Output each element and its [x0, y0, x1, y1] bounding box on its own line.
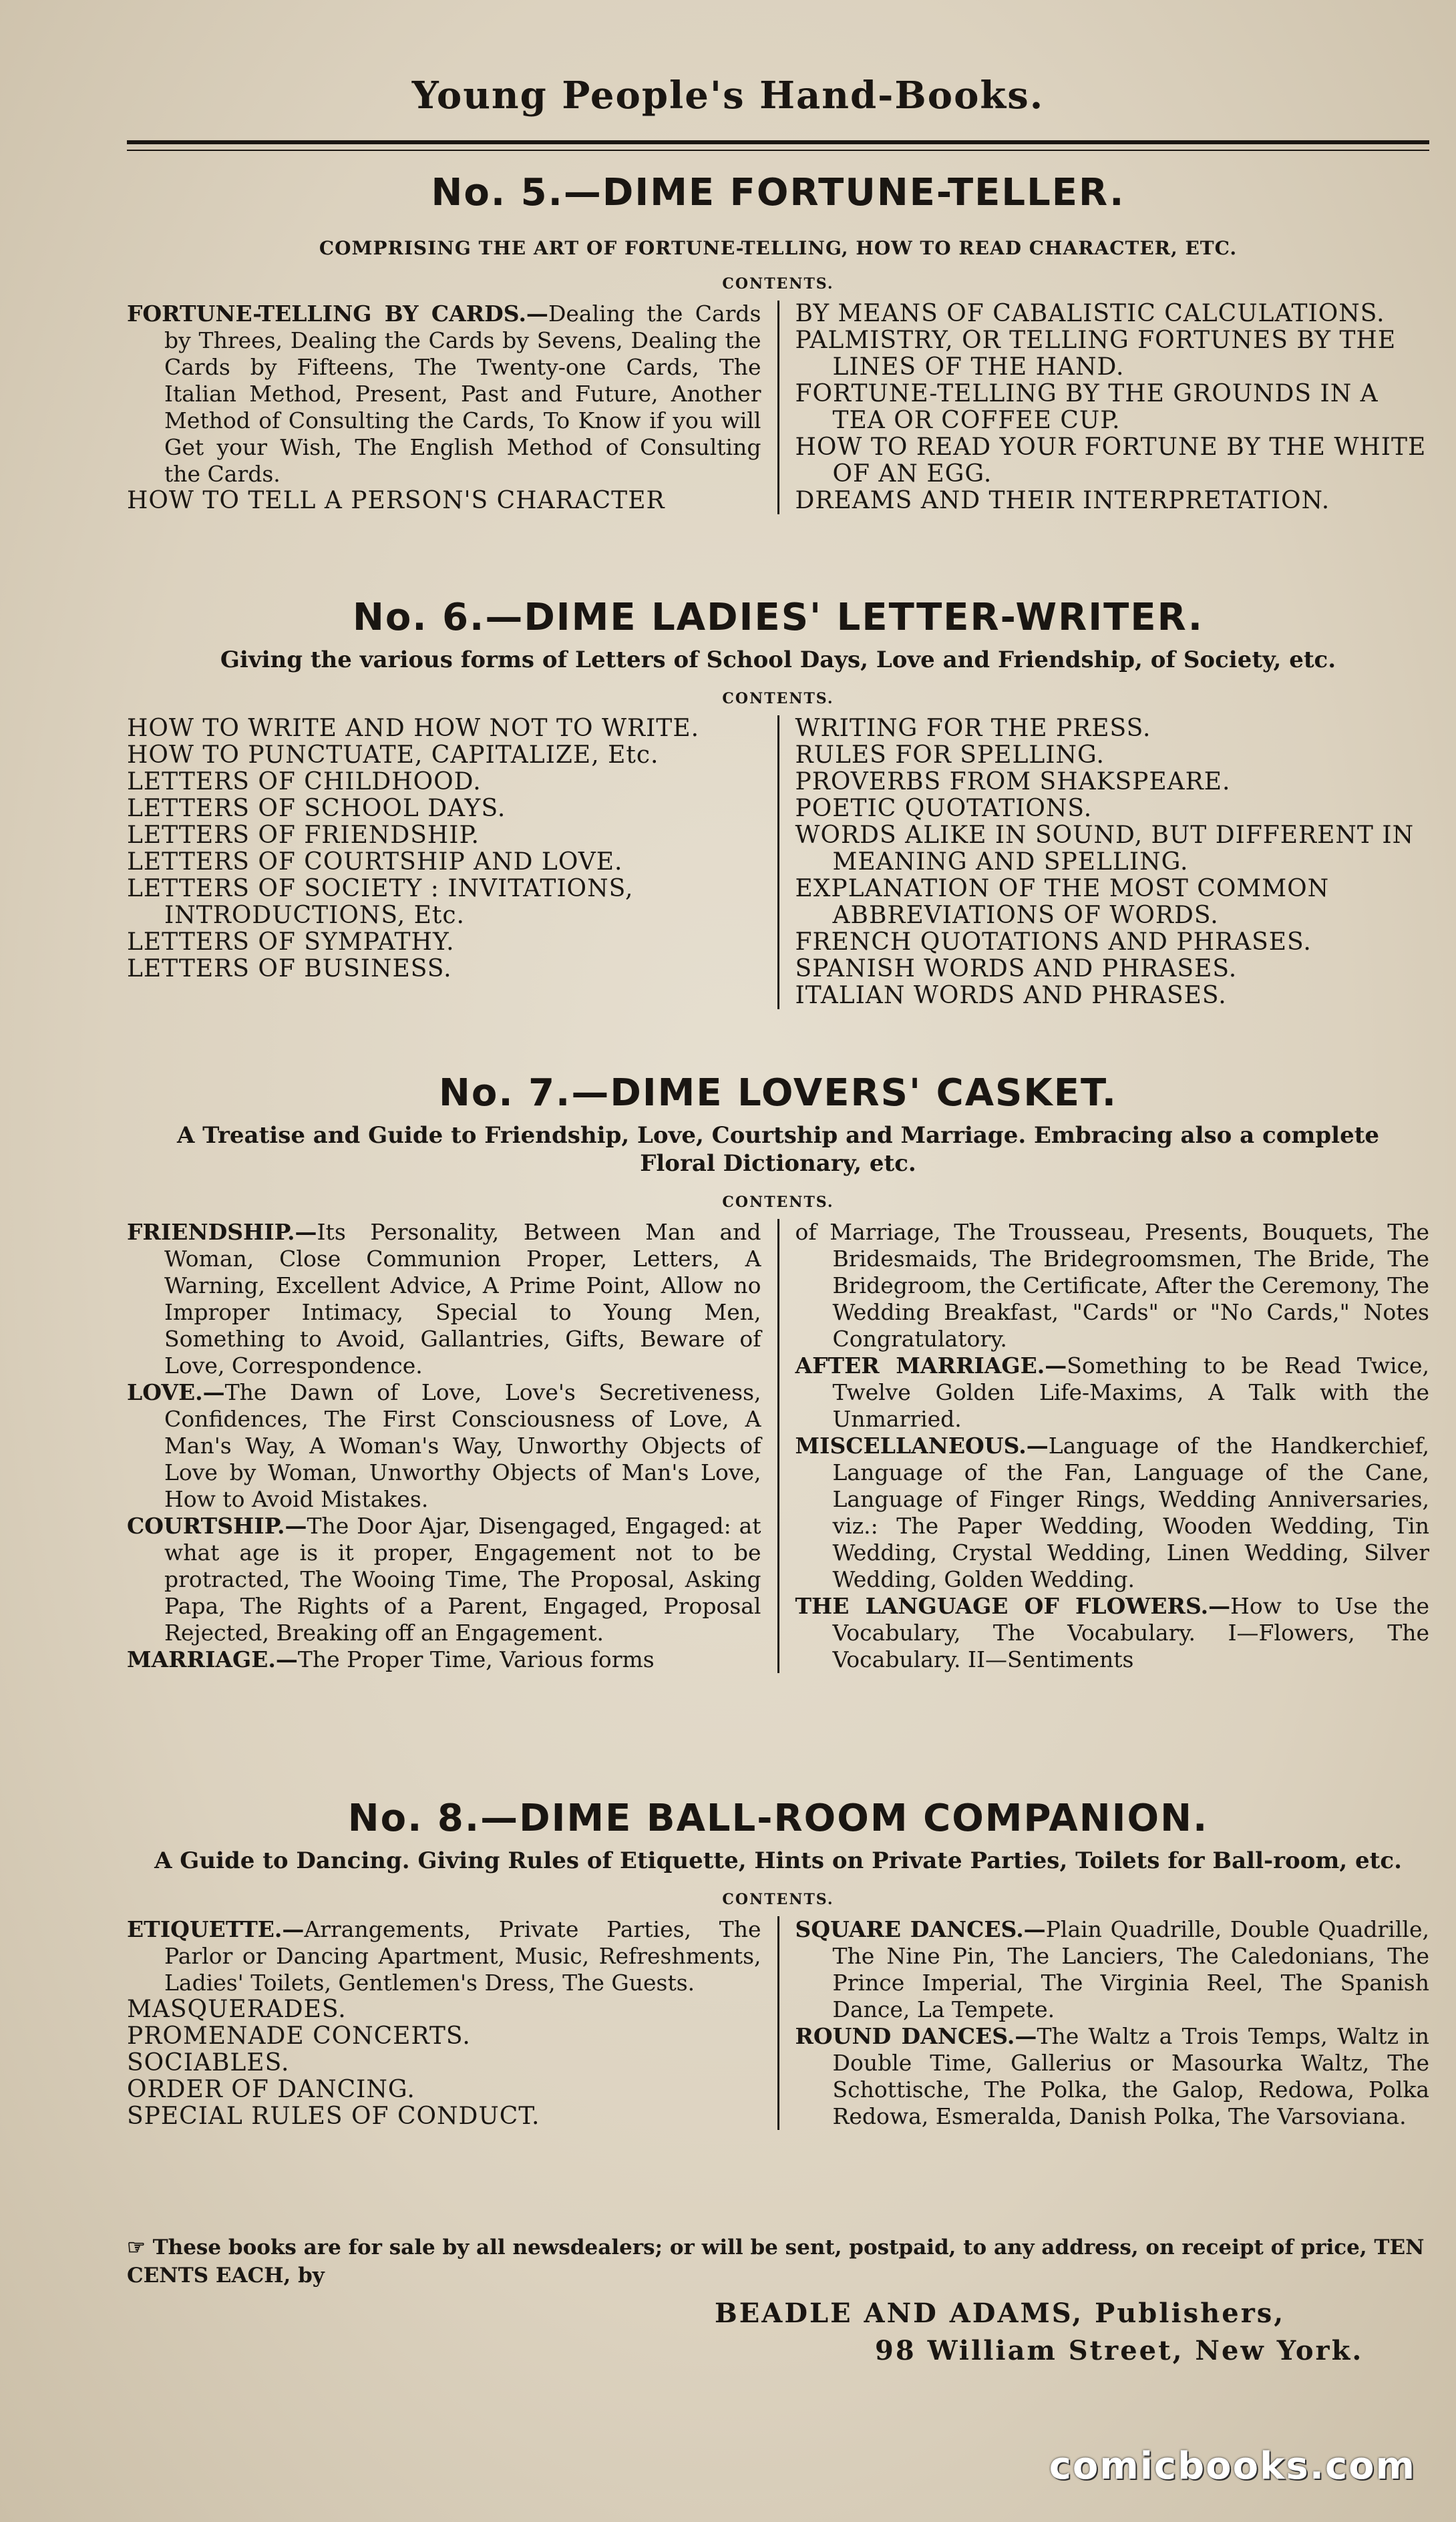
contents-entry: SPANISH WORDS AND PHRASES. — [795, 955, 1238, 982]
section-description: A Treatise and Guide to Friendship, Love, Courtship and Marriage. Embracing also a complete Floral Dictionary, etc. — [176, 1122, 1380, 1177]
contents-entry: SOCIABLES. — [127, 2049, 290, 2077]
contents-entry: LETTERS OF CHILDHOOD. — [127, 768, 482, 795]
contents-entry — [127, 1513, 761, 1646]
entry-heading: FORTUNE-TELLING BY CARDS.— — [127, 301, 548, 327]
contents-entry: PROMENADE CONCERTS. — [127, 2022, 471, 2050]
contents-entry — [795, 1433, 1430, 1593]
contents-left-column — [127, 1219, 779, 1673]
contents-entry — [127, 1916, 761, 1996]
contents-entry: LETTERS OF COURTSHIP AND LOVE. — [127, 848, 623, 876]
entry-heading: AFTER MARRIAGE.— — [795, 1353, 1067, 1379]
section-ball-room-companion — [127, 1797, 1429, 2130]
footer-note — [127, 2233, 1429, 2290]
section-title: No. 6.—DIME LADIES' LETTER-WRITER. — [352, 596, 1204, 639]
header-rule — [127, 140, 1429, 151]
contents-columns — [127, 715, 1429, 1009]
section-subtitle: COMPRISING THE ART OF FORTUNE-TELLING, HOW TO READ CHARACTER, ETC. — [319, 237, 1238, 259]
contents-entry: LETTERS OF SYMPATHY. — [127, 928, 455, 956]
contents-entry: HOW TO READ YOUR FORTUNE BY THE WHITE OF AN EGG. — [795, 433, 1427, 488]
contents-entry — [795, 2023, 1430, 2130]
contents-entry: RULES FOR SPELLING. — [795, 741, 1105, 769]
publisher-address: 98 William Street, New York. — [875, 2335, 1364, 2366]
entry-heading: SQUARE DANCES.— — [795, 1916, 1046, 1942]
contents-label: CONTENTS. — [722, 1194, 834, 1211]
contents-left-column — [127, 715, 779, 1009]
contents-entry: LETTERS OF SCHOOL DAYS. — [127, 795, 506, 822]
contents-entry: PROVERBS FROM SHAKSPEARE. — [795, 768, 1231, 795]
entry-heading: MISCELLANEOUS.— — [795, 1433, 1049, 1459]
contents-entry — [795, 1593, 1430, 1673]
contents-entry — [127, 1646, 761, 1673]
contents-entry — [795, 1353, 1430, 1433]
contents-columns — [127, 301, 1429, 514]
contents-entry: ITALIAN WORDS AND PHRASES. — [795, 982, 1227, 1009]
contents-entry: SPECIAL RULES OF CONDUCT. — [127, 2103, 540, 2130]
contents-left-column — [127, 301, 779, 514]
contents-entry — [795, 1916, 1430, 2023]
contents-entry: LETTERS OF SOCIETY : INVITATIONS, INTRODUCTIONS, Etc. — [127, 875, 634, 929]
section-fortune-teller — [127, 171, 1429, 514]
entry-text: Arrangements, Private Parties, The Parlor or Dancing Apartment, Music, Refreshments, Ladies' Toilets, Gentlemen's Dress, The Guests. — [164, 1916, 761, 1996]
contents-label: CONTENTS. — [722, 1891, 834, 1908]
section-lovers-casket — [127, 1071, 1429, 1673]
entry-heading: FRIENDSHIP.— — [127, 1219, 317, 1245]
contents-entry: MASQUERADES. — [127, 1996, 347, 2023]
entry-text: Language of the Handkerchief, Language of the Fan, Language of the Cane, Language of Finger Rings, Wedding Anniversaries, viz.: The Paper Wedding, Wooden Wedding, Tin Wedding, Crystal Wedding, Linen Wedding, Silver Wedding, Golden Wedding. — [832, 1433, 1429, 1592]
contents-entry — [127, 1379, 761, 1513]
section-title: No. 7.—DIME LOVERS' CASKET. — [438, 1071, 1117, 1115]
contents-entry: DREAMS AND THEIR INTERPRETATION. — [795, 487, 1330, 514]
entry-text: Its Personality, Between Man and Woman, Close Communion Proper, Letters, A Warning, Excellent Advice, A Prime Point, Allow no Improper Intimacy, Special to Young Men, Something to Avoid, Gallantries, Gifts, Beware of Love, Correspondence. — [164, 1219, 761, 1379]
entry-text: How to Use the Vocabulary, The Vocabulary. I—Flowers, The Vocabulary. II—Sentiments — [832, 1593, 1430, 1672]
section-title: No. 5.—DIME FORTUNE-TELLER. — [431, 171, 1125, 214]
entry-heading: LOVE.— — [127, 1379, 225, 1405]
contents-entry: LETTERS OF BUSINESS. — [127, 955, 452, 982]
entry-text: The Proper Time, Various forms — [297, 1646, 655, 1672]
contents-entry — [127, 1219, 761, 1379]
contents-columns — [127, 1219, 1429, 1673]
contents-label: CONTENTS. — [722, 690, 834, 707]
contents-right-column — [779, 1916, 1430, 2130]
contents-entry — [795, 1219, 1430, 1353]
watermark: comicbooks.com — [1049, 2445, 1416, 2488]
entry-text: Dealing the Cards by Threes, Dealing the Cards by Sevens, Dealing the Cards by Fifteens, The Twenty-one Cards, The Italian Method, Present, Past and Future, Another Method of Consulting the Cards, To Know if you will Get your Wish, The English Method of Consulting the Cards. — [164, 301, 761, 487]
contents-entry: HOW TO PUNCTUATE, CAPITALIZE, Etc. — [127, 741, 659, 769]
contents-entry: HOW TO WRITE AND HOW NOT TO WRITE. — [127, 715, 700, 742]
contents-right-column — [779, 715, 1430, 1009]
contents-entry: EXPLANATION OF THE MOST COMMON ABBREVIATIONS OF WORDS. — [795, 875, 1330, 929]
entry-text: Something to be Read Twice, Twelve Golden Life-Maxims, A Talk with the Unmarried. — [832, 1353, 1429, 1432]
contents-right-column — [779, 301, 1430, 514]
publisher-block — [715, 2295, 1423, 2370]
entry-text: The Waltz a Trois Temps, Waltz in Double Time, Gallerius or Masourka Waltz, The Schottische, The Polka, the Galop, Redowa, Polka Redowa, Esmeralda, Danish Polka, The Varsoviana. — [832, 2023, 1430, 2129]
entry-text: of Marriage, The Trousseau, Presents, Bouquets, The Bridesmaids, The Bridegroomsmen, The Bride, The Bridegroom, the Certificate, After the Ceremony, The Wedding Breakfast, "Cards" or "No Cards," Notes Congratulatory. — [795, 1219, 1429, 1352]
section-description: A Guide to Dancing. Giving Rules of Etiquette, Hints on Private Parties, Toilets for Ball-room, etc. — [154, 1847, 1402, 1874]
entry-text: The Door Ajar, Disengaged, Engaged: at what age is it proper, Engagement not to be protracted, The Wooing Time, The Proposal, Asking Papa, The Rights of a Parent, Engaged, Proposal Rejected, Breaking off an Engagement. — [164, 1513, 761, 1646]
contents-entry: FORTUNE-TELLING BY THE GROUNDS IN A TEA OR COFFEE CUP. — [795, 380, 1379, 434]
section-description: Giving the various forms of Letters of School Days, Love and Friendship, of Society, etc. — [220, 647, 1336, 673]
entry-heading: MARRIAGE.— — [127, 1646, 298, 1672]
contents-entry: WRITING FOR THE PRESS. — [795, 715, 1151, 742]
contents-entry: FRENCH QUOTATIONS AND PHRASES. — [795, 928, 1312, 956]
entry-heading: ETIQUETTE.— — [127, 1916, 305, 1942]
section-letter-writer — [127, 596, 1429, 1009]
contents-columns — [127, 1916, 1429, 2130]
section-title: No. 8.—DIME BALL-ROOM COMPANION. — [347, 1797, 1209, 1840]
contents-entry — [127, 301, 761, 488]
entry-heading: COURTSHIP.— — [127, 1513, 307, 1539]
contents-entry: PALMISTRY, OR TELLING FORTUNES BY THE LINES OF THE HAND. — [795, 327, 1397, 381]
contents-entry: BY MEANS OF CABALISTIC CALCULATIONS. — [795, 300, 1385, 327]
entry-heading: THE LANGUAGE OF FLOWERS.— — [795, 1593, 1231, 1619]
contents-entry: HOW TO TELL A PERSON'S CHARACTER — [127, 487, 665, 514]
contents-entry: POETIC QUOTATIONS. — [795, 795, 1093, 822]
contents-entry: ORDER OF DANCING. — [127, 2076, 415, 2103]
page-header-title: Young People's Hand-Books. — [411, 73, 1045, 118]
pointing-hand-icon: ☞ — [127, 2235, 153, 2260]
entry-text: Plain Quadrille, Double Quadrille, The Nine Pin, The Lanciers, The Caledonians, The Prince Imperial, The Virginia Reel, The Spanish Dance, La Tempete. — [832, 1916, 1429, 2022]
contents-entry: WORDS ALIKE IN SOUND, BUT DIFFERENT IN MEANING AND SPELLING. — [795, 822, 1415, 876]
contents-entry: LETTERS OF FRIENDSHIP. — [127, 822, 480, 849]
entry-text: The Dawn of Love, Love's Secretiveness, Confidences, The First Consciousness of Love, A Man's Way, A Woman's Way, Unworthy Objects of Love by Woman, Unworthy Objects of Man's Love, How to Avoid Mistakes. — [164, 1379, 761, 1512]
contents-right-column — [779, 1219, 1430, 1673]
publisher-name: BEADLE AND ADAMS, Publishers, — [715, 2298, 1286, 2329]
contents-label: CONTENTS. — [722, 275, 834, 293]
footer-note-text: These books are for sale by all newsdealers; or will be sent, postpaid, to any address, on receipt of price, TEN CENTS EACH, by — [127, 2235, 1425, 2288]
contents-left-column — [127, 1916, 779, 2130]
entry-heading: ROUND DANCES.— — [795, 2023, 1037, 2049]
